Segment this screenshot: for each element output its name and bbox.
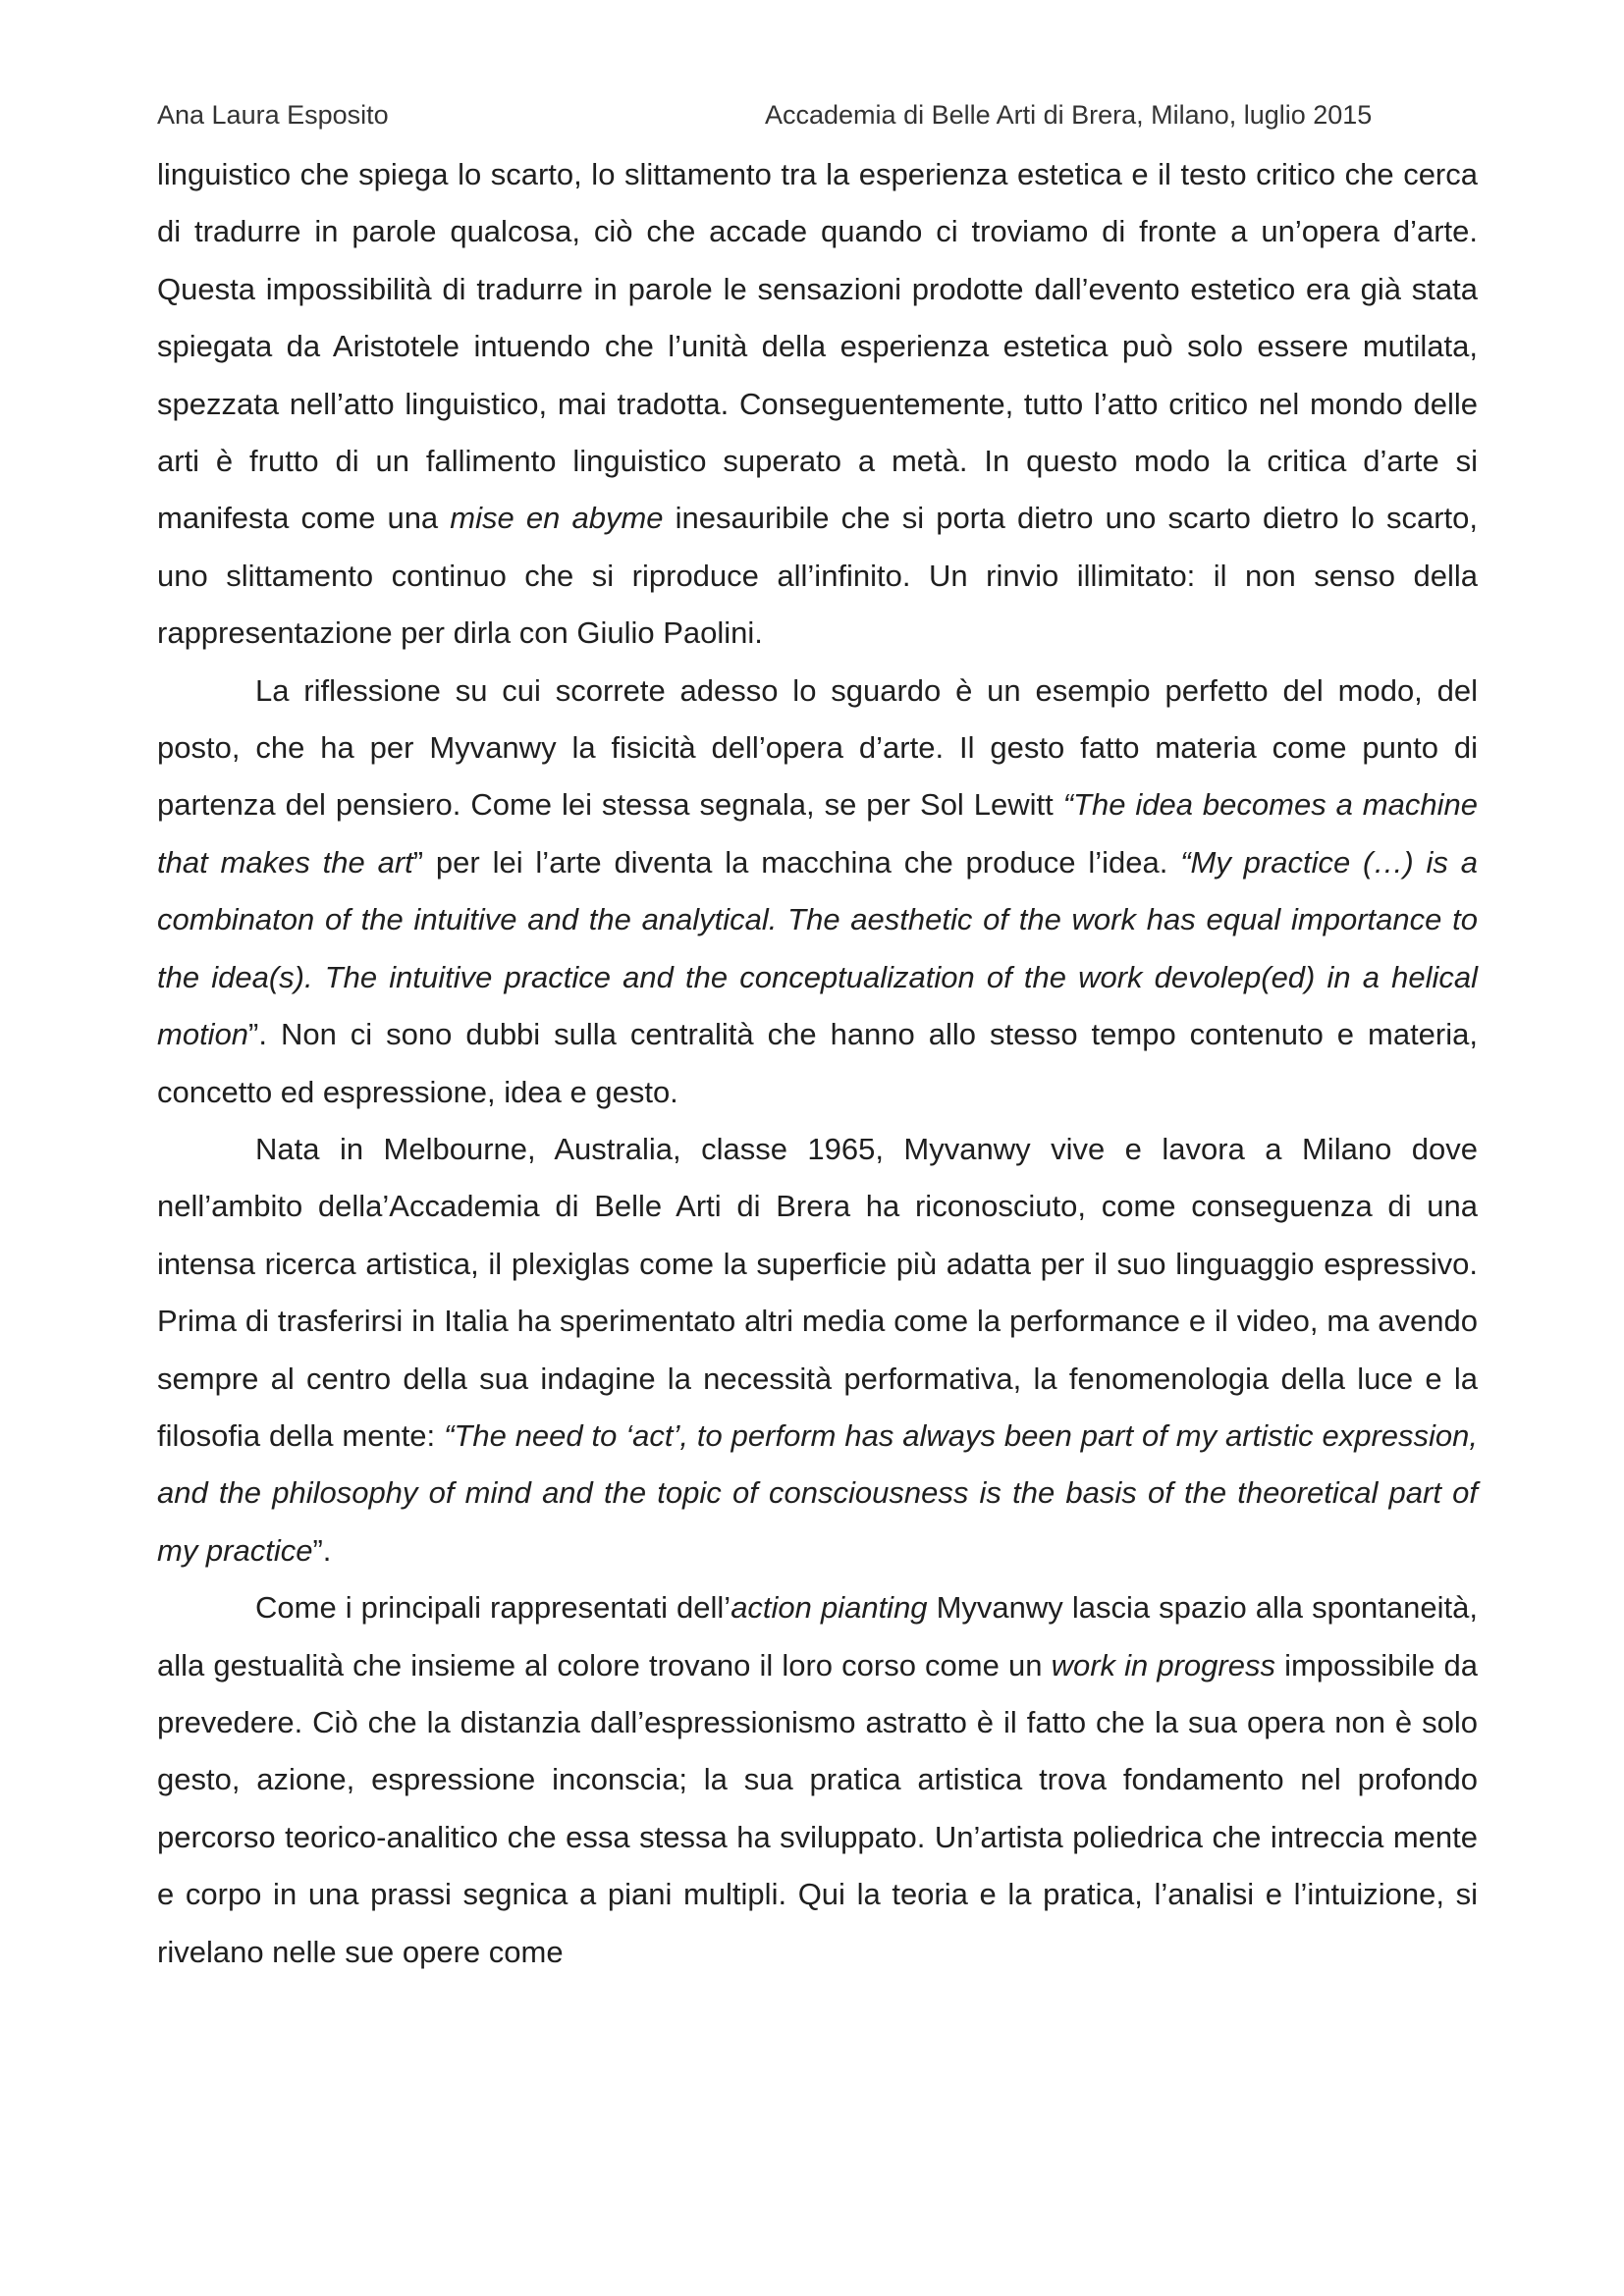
paragraph-4-text-3: impossibile da prevedere. Ciò che la distanzia dall’espressionismo astratto è il fatto che la sua opera non è solo gesto, azione, espressione inconscia; la sua pratica artistica trova fondamento nel profondo percorso teorico-analitico che essa stessa ha sviluppato. Un’artista poliedrica che intreccia mente e corpo in una prassi segnica a piani multipli. Qui la teoria e la pratica, l’analisi e l’intuizione, si rivelano nelle sue opere come — [157, 1647, 1478, 1969]
paragraph-1-italic-mise-en-abyme: mise en abyme — [450, 501, 664, 536]
paragraph-2-text-1: La riflessione su cui scorrete adesso lo sguardo è un esempio perfetto del modo, del posto, che ha per Myvanwy la fisicità dell’opera d’arte. Il gesto fatto materia come punto di partenza del pensiero. Come lei stessa segnala, se per Sol Lewitt — [157, 672, 1478, 823]
paragraph-3 — [157, 1121, 1478, 1579]
paragraph-2-italic-quote-2: “My practice (…) is a combinaton of the intuitive and the analytical. The aesthetic of the work has equal importance to the idea(s). The intuitive practice and the conceptualization of the work devolep(ed) in a helical motion — [157, 844, 1478, 1052]
paragraph-4-text-1: Come i principali rappresentati dell’ — [255, 1590, 731, 1626]
paragraph-3-text-2: ”. — [312, 1532, 332, 1568]
page-header — [157, 95, 1396, 134]
paragraph-2 — [157, 663, 1478, 1121]
paragraph-2-italic-quote-1: “The idea becomes a machine that makes the art — [157, 787, 1478, 880]
paragraph-1-text-1: linguistico che spiega lo scarto, lo slittamento tra la esperienza estetica e il testo critico che cerca di tradurre in parole qualcosa, ciò che accade quando ci troviamo di fronte a un’opera d’arte. Questa impossibilità di tradurre in parole le sensazioni prodotte dall’evento estetico era già stata spiegata da Aristotele intuendo che l’unità della esperienza estetica può solo essere mutilata, spezzata nell’atto linguistico, mai tradotta. Conseguentemente, tutto l’atto critico nel mondo delle arti è frutto di un fallimento linguistico superato a metà. In questo modo la critica d’arte si manifesta come una — [157, 157, 1478, 536]
paragraph-1-text-2: inesauribile che si porta dietro uno scarto dietro lo scarto, uno slittamento continuo che si riproduce all’infinito. Un rinvio illimitato: il non senso della rappresentazione per dirla con Giulio Paolini. — [157, 501, 1478, 651]
paragraph-3-text-1: Nata in Melbourne, Australia, classe 1965, Myvanwy vive e lavora a Milano dove nell’ambito della’Accademia di Belle Arti di Brera ha riconosciuto, come conseguenza di una intensa ricerca artistica, il plexiglas come la superficie più adatta per il suo linguaggio espressivo. Prima di trasferirsi in Italia ha sperimentato altri media come la performance e il video, ma avendo sempre al centro della sua indagine la necessità performativa, la fenomenologia della luce e la filosofia della mente: — [157, 1131, 1478, 1453]
document-body — [157, 146, 1478, 1981]
paragraph-4-italic-action-painting: action pianting — [731, 1590, 928, 1626]
paragraph-1 — [157, 146, 1478, 663]
paragraph-4-text-2: Myvanwy lascia spazio alla spontaneità, alla gestualità che insieme al colore trovano il loro corso come un — [157, 1590, 1478, 1682]
paragraph-3-italic-quote: “The need to ‘act’, to perform has always been part of my artistic expression, and the philosophy of mind and the topic of consciousness is the basis of the theoretical part of my practice — [157, 1417, 1479, 1568]
header-author: Ana Laura Esposito — [157, 100, 389, 130]
paragraph-4-italic-work-in-progress: work in progress — [1051, 1647, 1275, 1682]
paragraph-4 — [157, 1579, 1478, 1981]
paragraph-2-text-2: ” per lei l’arte diventa la macchina che produce l’idea. — [412, 844, 1181, 880]
header-venue: Accademia di Belle Arti di Brera, Milano, luglio 2015 — [765, 100, 1373, 130]
paragraph-2-text-3: ”. Non ci sono dubbi sulla centralità che hanno allo stesso tempo contenuto e materia, concetto ed espressione, idea e gesto. — [157, 1017, 1478, 1109]
